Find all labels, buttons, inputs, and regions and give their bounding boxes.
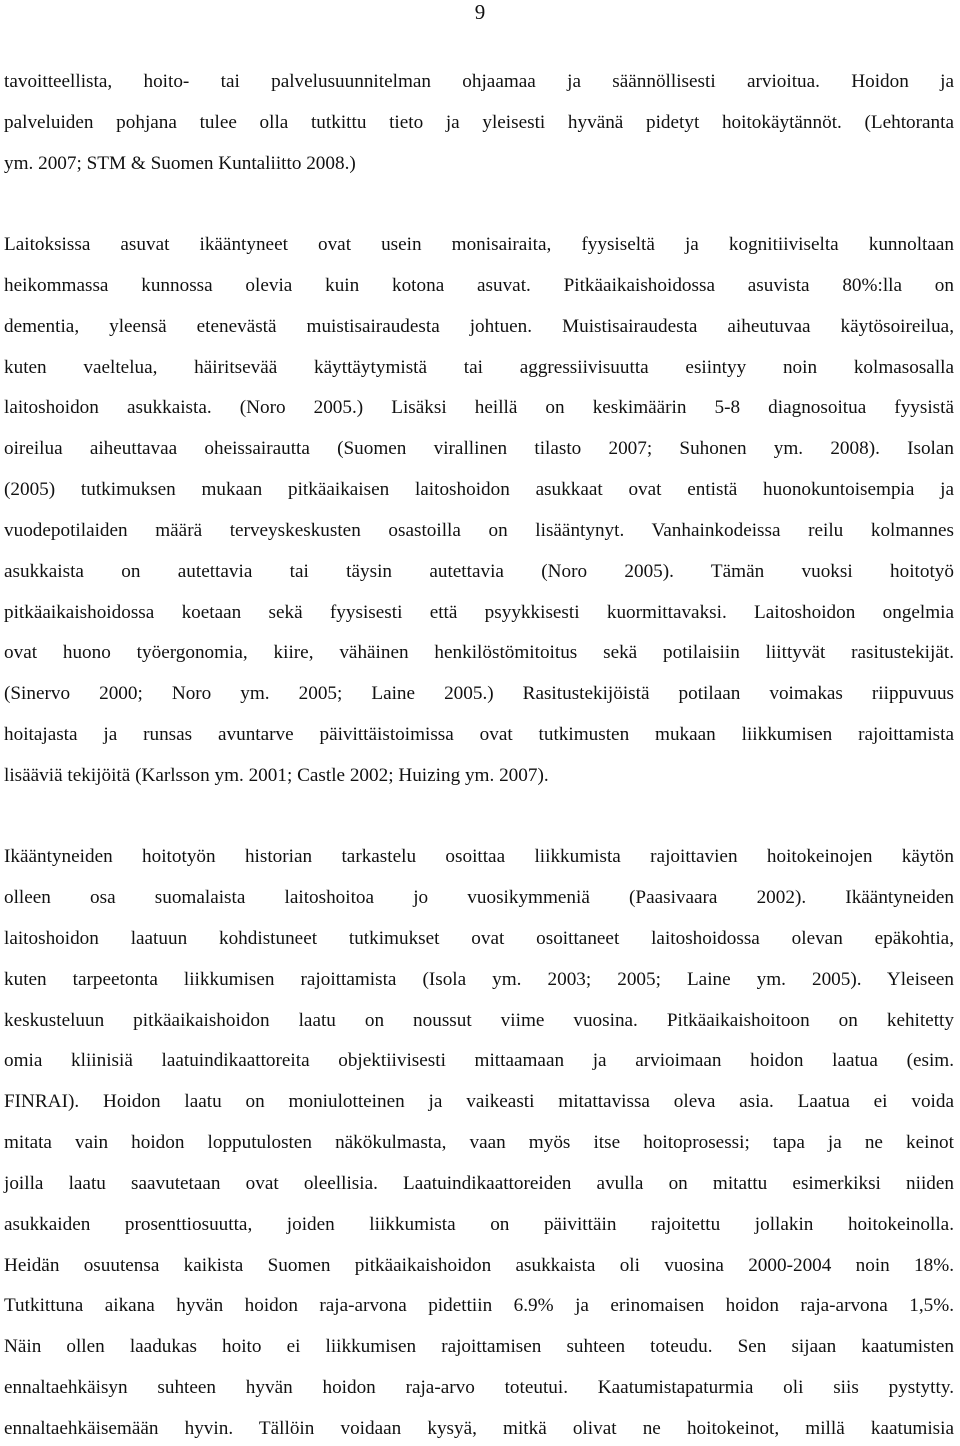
text-line: Laitoksissa asuvat ikääntyneet ovat usein monisairaita, fyysiseltä ja kognitiiviselta kunnoltaan — [4, 234, 954, 255]
text-line: Näin ollen laadukas hoito ei liikkumisen rajoittamisen suhteen toteudu. Sen sijaan kaatumisten — [4, 1336, 954, 1357]
text-line: palveluiden pohjana tulee olla tutkittu tieto ja yleisesti hyvänä pidetyt hoitokäytännöt. (Lehtoranta — [4, 112, 954, 133]
text-line: ovat huono työergonomia, kiire, vähäinen henkilöstömitoitus sekä potilaisiin liittyvät rasitustekijät. — [4, 642, 954, 663]
text-line: kuten tarpeetonta liikkumisen rajoittamista (Isola ym. 2003; 2005; Laine ym. 2005). Yleiseen — [4, 969, 954, 990]
text-line: pitkäaikaishoidossa koetaan sekä fyysisesti että psyykkisesti kuormittavaksi. Laitoshoidon ongelmia — [4, 602, 954, 623]
text-line: Tutkittuna aikana hyvän hoidon raja-arvona pidettiin 6.9% ja erinomaisen hoidon raja-arvona 1,5%. — [4, 1295, 954, 1316]
text-line: joilla laatu saavutetaan ovat oleellisia. Laatuindikaattoreiden avulla on mitattu esimerkiksi niiden — [4, 1173, 954, 1194]
text-line: tavoitteellista, hoito- tai palvelusuunnitelman ohjaamaa ja säännöllisesti arvioitua. Hoidon ja — [4, 71, 954, 92]
text-line: Ikääntyneiden hoitotyön historian tarkastelu osoittaa liikkumista rajoittavien hoitokeinojen käytön — [4, 846, 954, 867]
text-line: olleen osa suomalaista laitoshoitoa jo vuosikymmeniä (Paasivaara 2002). Ikääntyneiden — [4, 887, 954, 908]
text-line: laitoshoidon laatuun kohdistuneet tutkimukset ovat osoittaneet laitoshoidossa olevan epäkohtia, — [4, 928, 954, 949]
text-line: asukkaista on autettavia tai täysin autettavia (Noro 2005). Tämän vuoksi hoitotyö — [4, 561, 954, 582]
text-line: lisääviä tekijöitä (Karlsson ym. 2001; Castle 2002; Huizing ym. 2007). — [4, 765, 549, 786]
text-line: kuten vaeltelua, häiritsevää käyttäytymistä tai aggressiivisuutta esiintyy noin kolmasosalla — [4, 357, 954, 378]
text-line: oireilua aiheuttavaa oheissairautta (Suomen virallinen tilasto 2007; Suhonen ym. 2008). Isolan — [4, 438, 954, 459]
text-line: ennaltaehkäisyn suhteen hyvän hoidon raja-arvo toteutui. Kaatumistapaturmia oli siis pystytty. — [4, 1377, 954, 1398]
text-line: ym. 2007; STM & Suomen Kuntaliitto 2008.) — [4, 153, 356, 174]
text-line: ennaltaehkäisemään hyvin. Tällöin voidaan kysyä, mitkä olivat ne hoitokeinot, millä kaatumisia — [4, 1418, 954, 1439]
text-line: keskusteluun pitkäaikaishoidon laatu on noussut viime vuosina. Pitkäaikaishoitoon on kehitetty — [4, 1010, 954, 1031]
page-number: 9 — [474, 0, 486, 24]
text-line: omia kliinisiä laatuindikaattoreita objektiivisesti mittaamaan ja arvioimaan hoidon laatua (esim. — [4, 1050, 954, 1071]
text-line: (Sinervo 2000; Noro ym. 2005; Laine 2005.) Rasitustekijöistä potilaan voimakas riippuvuus — [4, 683, 954, 704]
text-line: hoitajasta ja runsas avuntarve päivittäistoimissa ovat tutkimusten mukaan liikkumisen rajoittamista — [4, 724, 954, 745]
text-line: FINRAI). Hoidon laatu on moniulotteinen ja vaikeasti mitattavissa oleva asia. Laatua ei voida — [4, 1091, 954, 1112]
text-line: dementia, yleensä etenevästä muistisairaudesta johtuen. Muistisairaudesta aiheutuvaa käytösoireilua, — [4, 316, 954, 337]
text-line: vuodepotilaiden määrä terveyskeskusten osastoilla on lisääntynyt. Vanhainkodeissa reilu kolmannes — [4, 520, 954, 541]
text-line: Heidän osuutensa kaikista Suomen pitkäaikaishoidon asukkaista oli vuosina 2000-2004 noin 18%. — [4, 1255, 954, 1276]
text-line: (2005) tutkimuksen mukaan pitkäaikaisen laitoshoidon asukkaat ovat entistä huonokuntoisempia ja — [4, 479, 954, 500]
text-line: asukkaiden prosenttiosuutta, joiden liikkumista on päivittäin rajoitettu jollakin hoitokeinolla. — [4, 1214, 954, 1235]
text-line: heikommassa kunnossa olevia kuin kotona asuvat. Pitkäaikaishoidossa asuvista 80%:lla on — [4, 275, 954, 296]
text-line: mitata vain hoidon lopputulosten näkökulmasta, vaan myös itse hoitoprosessi; tapa ja ne keinot — [4, 1132, 954, 1153]
text-line: laitoshoidon asukkaista. (Noro 2005.) Lisäksi heillä on keskimäärin 5-8 diagnosoitua fyysistä — [4, 397, 954, 418]
